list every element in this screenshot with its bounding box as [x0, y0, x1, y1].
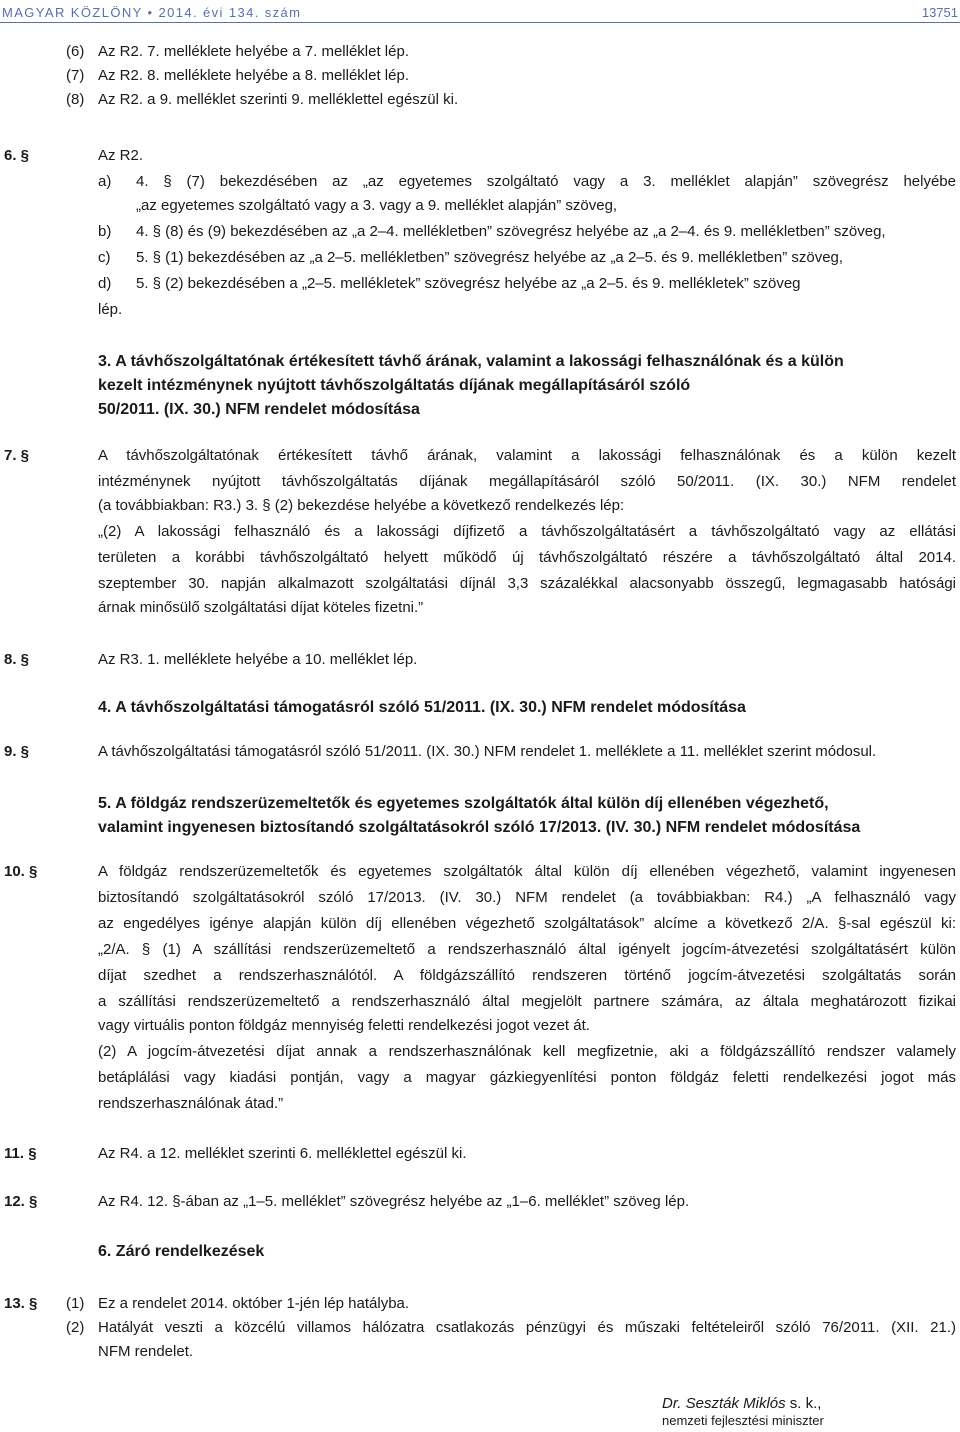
paragraph-line: árnak minősülő szolgáltatási díjat köteles fizetni.”	[98, 599, 424, 616]
section-number: 9. §	[4, 743, 30, 760]
paragraph-line: (a továbbiakban: R3.) 3. § (2) bekezdése helyébe a következő rendelkezés lép:	[98, 497, 625, 514]
paragraph-line: az engedélyes igénye alapján külön díj ellenében végezhető szolgáltatások” alcíme a következő 2/A. §-sal egészül ki:	[98, 915, 956, 932]
paragraph-line: biztosítandó szolgáltatásokról szóló 17/2013. (IV. 30.) NFM rendelet (a továbbiakban: R4.) „A felhasználó vagy	[98, 889, 956, 906]
paragraph-line: betáplálási vagy kiadási pontján, vagy a magyar gázkiegyenlítési ponton földgáz feletti rendelkezési jogot más	[98, 1069, 956, 1086]
point-label: c)	[98, 249, 111, 266]
section-number: 10. §	[4, 863, 38, 880]
paragraph-text: NFM rendelet.	[98, 1343, 194, 1360]
chapter-title: 4. A távhőszolgáltatási támogatásról szóló 51/2011. (IX. 30.) NFM rendelet módosítása	[98, 699, 746, 716]
item-label: (8)	[66, 91, 85, 108]
paragraph-line: területen a korábbi távhőszolgáltató helyett működő új távhőszolgáltató részére a távhőszolgáltató által 2014.	[98, 549, 956, 566]
chapter-title: 6. Záró rendelkezések	[98, 1243, 265, 1260]
section-text: Az R4. a 12. melléklet szerinti 6. melléklettel egészül ki.	[98, 1145, 467, 1162]
paragraph-line: A földgáz rendszerüzemeltetők és egyetemes szolgáltatók által külön díj ellenében végezhető, valamint ingyenesen	[98, 863, 956, 880]
chapter-title: kezelt intézménynek nyújtott távhőszolgáltatás díjának megállapításáról szóló	[98, 377, 691, 394]
point-text: 4. § (8) és (9) bekezdésében az „a 2–4. mellékletben” szövegrész helyébe az „a 2–4. és 9. mellékletben” szöveg,	[136, 223, 886, 240]
paragraph-line: „(2) A lakossági felhasználó és a lakossági díjfizető a távhőszolgáltatásért a távhőszolgáltató vagy az ellátási	[98, 523, 956, 540]
point-text: 5. § (2) bekezdésében a „2–5. mellékletek” szövegrész helyébe az „a 2–5. és 9. mellékletek” szöveg	[136, 275, 801, 292]
item-text: Az R2. 8. melléklete helyébe a 8. melléklet lép.	[98, 67, 409, 84]
page-header	[0, 0, 960, 24]
paragraph-line: vagy virtuális ponton földgáz mennyiség feletti rendelkezési jogot vezet át.	[98, 1017, 590, 1034]
point-text: 5. § (1) bekezdésében az „a 2–5. mellékletben” szövegrész helyébe az „a 2–5. és 9. mellékletben” szöveg,	[136, 249, 844, 266]
chapter-title: valamint ingyenesen biztosítandó szolgáltatásokról szóló 17/2013. (IV. 30.) NFM rendelet módosítása	[98, 819, 861, 836]
section-number: 8. §	[4, 651, 30, 668]
point-text: „az egyetemes szolgáltató vagy a 3. vagy a 9. melléklet alapján” szöveg,	[136, 197, 618, 214]
section-text: Az R4. 12. §-ában az „1–5. melléklet” szövegrész helyébe az „1–6. melléklet” szöveg lép.	[98, 1193, 690, 1210]
header-rule	[0, 22, 960, 23]
signature-suffix: s. k.,	[785, 1395, 822, 1412]
section-number: 13. §	[4, 1295, 38, 1312]
paragraph-line: díjat szedhet a rendszerhasználótól. A földgázszállító rendszeren történő jogcím-átvezetési szolgáltatás során	[98, 967, 956, 984]
point-label: d)	[98, 275, 112, 292]
item-text: Az R2. a 9. melléklet szerinti 9. melléklettel egészül ki.	[98, 91, 459, 108]
signer-title: nemzeti fejlesztési miniszter	[662, 1413, 824, 1428]
signer-name: Dr. Seszták Miklós	[662, 1395, 786, 1412]
chapter-title: 3. A távhőszolgáltatónak értékesített távhő árának, valamint a lakossági felhasználónak és a külön	[98, 353, 844, 370]
section-number: 12. §	[4, 1193, 38, 1210]
section-closing: lép.	[98, 301, 123, 318]
paragraph-line: A távhőszolgáltatónak értékesített távhő árának, valamint a lakossági felhasználónak és a külön kezelt	[98, 447, 956, 464]
item-label: (7)	[66, 67, 85, 84]
paragraph-line: intézménynek nyújtott távhőszolgáltatás díjának megállapításáról szóló 50/2011. (IX. 30.) NFM rendelet	[98, 473, 956, 490]
point-text: 4. § (7) bekezdésében az „az egyetemes szolgáltató vagy a 3. melléklet alapján” szövegrész helyébe	[136, 173, 956, 190]
paragraph-line: (2) A jogcím-átvezetési díjat annak a rendszerhasználónak kell megfizetnie, aki a földgázszállító rendszer valamely	[98, 1043, 956, 1060]
point-label: b)	[98, 223, 112, 240]
paragraph-line: a szállítási rendszerüzemeltető a rendszerhasználó által megjelölt partnere számára, az általa meghatározott fizikai	[98, 993, 956, 1010]
paragraph-line: rendszerhasználónak átad.”	[98, 1095, 284, 1112]
paragraph-label: (1)	[66, 1295, 85, 1312]
paragraph-text: Ez a rendelet 2014. október 1-jén lép hatályba.	[98, 1295, 410, 1312]
paragraph-text: Hatályát veszti a közcélú villamos hálózatra csatlakozás pénzügyi és műszaki feltételeiről szóló 76/2011. (XII. 21.)	[98, 1319, 956, 1336]
item-text: Az R2. 7. melléklete helyébe a 7. melléklet lép.	[98, 43, 409, 60]
paragraph-line: „2/A. § (1) A szállítási rendszerüzemeltető a rendszerhasználó által igényelt jogcím-átvezetési szolgáltatásért külön	[98, 941, 956, 958]
point-label: a)	[98, 173, 112, 190]
section-intro: Az R2.	[98, 147, 144, 164]
section-number: 11. §	[4, 1145, 37, 1162]
section-number: 6. §	[4, 147, 30, 164]
item-label: (6)	[66, 43, 85, 60]
page-number: 13751	[921, 5, 958, 20]
section-number: 7. §	[4, 447, 30, 464]
chapter-title: 50/2011. (IX. 30.) NFM rendelet módosítása	[98, 401, 420, 418]
chapter-title: 5. A földgáz rendszerüzemeltetők és egyetemes szolgáltatók által külön díj ellenében végezhető,	[98, 795, 829, 812]
journal-title: MAGYAR KÖZLÖNY • 2014. évi 134. szám	[2, 5, 302, 20]
section-text: Az R3. 1. melléklete helyébe a 10. melléklet lép.	[98, 651, 418, 668]
paragraph-line: szeptember 30. napján alkalmazott szolgáltatási díjnál 3,3 százalékkal alacsonyabb összegű, legmagasabb hatósági	[98, 575, 956, 592]
section-text: A távhőszolgáltatási támogatásról szóló 51/2011. (IX. 30.) NFM rendelet 1. melléklete a 11. melléklet szerint módosul.	[98, 743, 877, 760]
paragraph-label: (2)	[66, 1319, 85, 1336]
